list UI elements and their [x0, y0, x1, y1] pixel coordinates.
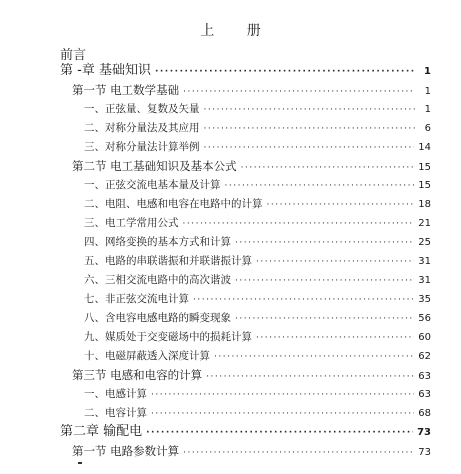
toc-entry-page: 35 — [418, 294, 431, 305]
toc-entry-section — [72, 366, 431, 384]
toc-entry-page: 60 — [418, 332, 431, 343]
toc-entry-section — [72, 442, 431, 460]
toc-entry-item — [84, 252, 431, 270]
toc-entry-label: 七、非正弦交流电计算 — [84, 293, 189, 305]
toc-entry-item — [84, 404, 431, 422]
toc-entry-label: 五、电路的串联谐振和并联谐振计算 — [84, 255, 252, 267]
toc-entry-label: 八、含电容电感电路的瞬变现象 — [84, 312, 231, 324]
toc-entry-label: 第 -章 基础知识 — [60, 63, 151, 78]
dot-leader — [235, 234, 414, 252]
toc-entry-item — [84, 195, 431, 213]
dot-leader — [204, 139, 415, 157]
scan-speck — [78, 462, 82, 464]
toc-entry-item — [84, 176, 431, 194]
toc-entry-label: 二、电容计算 — [84, 407, 147, 419]
toc-entry-page: 68 — [418, 408, 431, 419]
toc-entry-page: 18 — [418, 199, 431, 210]
toc-entry-page: 6 — [424, 123, 431, 134]
toc-entry-label: 第一节 电路参数计算 — [72, 444, 180, 458]
toc-entry-item — [84, 119, 431, 137]
toc-entry-page: 31 — [418, 256, 431, 267]
toc-entry-label: 三、对称分量法计算举例 — [84, 141, 200, 153]
dot-leader — [146, 424, 413, 442]
toc-entry-page: 15 — [418, 162, 431, 173]
toc-entry-page: 31 — [418, 275, 431, 286]
dot-leader — [204, 120, 416, 138]
toc-entry-item — [84, 328, 431, 346]
toc-entry-page: 1 — [424, 86, 431, 97]
dot-leader — [183, 83, 415, 101]
toc-entry-label: 第二章 输配电 — [60, 424, 143, 439]
toc-entry-page: 1 — [424, 104, 431, 115]
toc-entry-label: 第二节 电工基础知识及基本公式 — [72, 159, 237, 173]
toc-entry-item — [84, 385, 431, 403]
preface-heading: 前言 — [60, 48, 87, 63]
toc-entry-item — [84, 100, 431, 118]
dot-leader — [204, 101, 416, 119]
dot-leader — [256, 329, 414, 347]
toc-entry-label: 一、电感计算 — [84, 388, 147, 400]
toc-entry-section — [72, 157, 431, 175]
toc-entry-page: 14 — [418, 142, 431, 153]
toc-entry-label: 九、媒质处于交变磁场中的损耗计算 — [84, 331, 252, 343]
toc-entry-item — [84, 271, 431, 289]
toc-entry-label: 二、电阻、电感和电容在电路中的计算 — [84, 198, 263, 210]
dot-leader — [206, 368, 414, 386]
dot-leader — [241, 159, 415, 177]
toc-entry-label: 一、正弦量、复数及矢量 — [84, 103, 200, 115]
toc-entry-page: 63 — [418, 389, 431, 400]
toc-entry-page: 63 — [418, 371, 431, 382]
toc-entry-page: 56 — [418, 313, 431, 324]
dot-leader — [235, 310, 414, 328]
dot-leader — [256, 253, 414, 271]
toc-entry-section — [72, 81, 431, 99]
dot-leader — [155, 63, 415, 81]
toc-entry-page: 21 — [418, 218, 431, 229]
toc-entry-label: 六、三相交流电路中的高次谐波 — [84, 274, 231, 286]
toc-entry-chapter-1 — [60, 62, 431, 80]
toc-entry-page: 15 — [418, 180, 431, 191]
toc-entry-item — [84, 347, 431, 365]
toc-entry-item — [84, 309, 431, 327]
dot-leader — [151, 386, 414, 404]
toc-entry-page: 73 — [417, 427, 431, 438]
dot-leader — [225, 177, 415, 195]
toc-entry-chapter-2 — [60, 423, 431, 441]
toc-entry-label: 三、电工学常用公式 — [84, 217, 179, 229]
toc-entry-page: 73 — [418, 447, 431, 458]
dot-leader — [235, 272, 414, 290]
toc-entry-page: 25 — [418, 237, 431, 248]
toc-entry-label: 二、对称分量法及其应用 — [84, 122, 200, 134]
dot-leader — [193, 291, 414, 309]
toc-entry-label: 一、正弦交流电基本量及计算 — [84, 179, 221, 191]
toc-entry-label: 第三节 电感和电容的计算 — [72, 368, 203, 382]
toc-entry-item — [84, 138, 431, 156]
dot-leader — [267, 196, 415, 214]
toc-entry-label: 四、网络变换的基本方式和计算 — [84, 236, 231, 248]
dot-leader — [151, 405, 414, 423]
dot-leader — [214, 348, 414, 366]
toc-entry-item — [84, 233, 431, 251]
toc-entry-item — [84, 214, 431, 232]
toc-entry-page: 1 — [424, 66, 431, 77]
toc-entry-page: 62 — [418, 351, 431, 362]
toc-entry-label: 第一节 电工数学基础 — [72, 83, 180, 97]
dot-leader — [183, 215, 415, 233]
dot-leader — [183, 444, 414, 462]
toc-entry-item — [84, 290, 431, 308]
toc-entry-label: 十、电磁屏蔽透入深度计算 — [84, 350, 210, 362]
volume-title: 上 册 — [200, 23, 275, 39]
